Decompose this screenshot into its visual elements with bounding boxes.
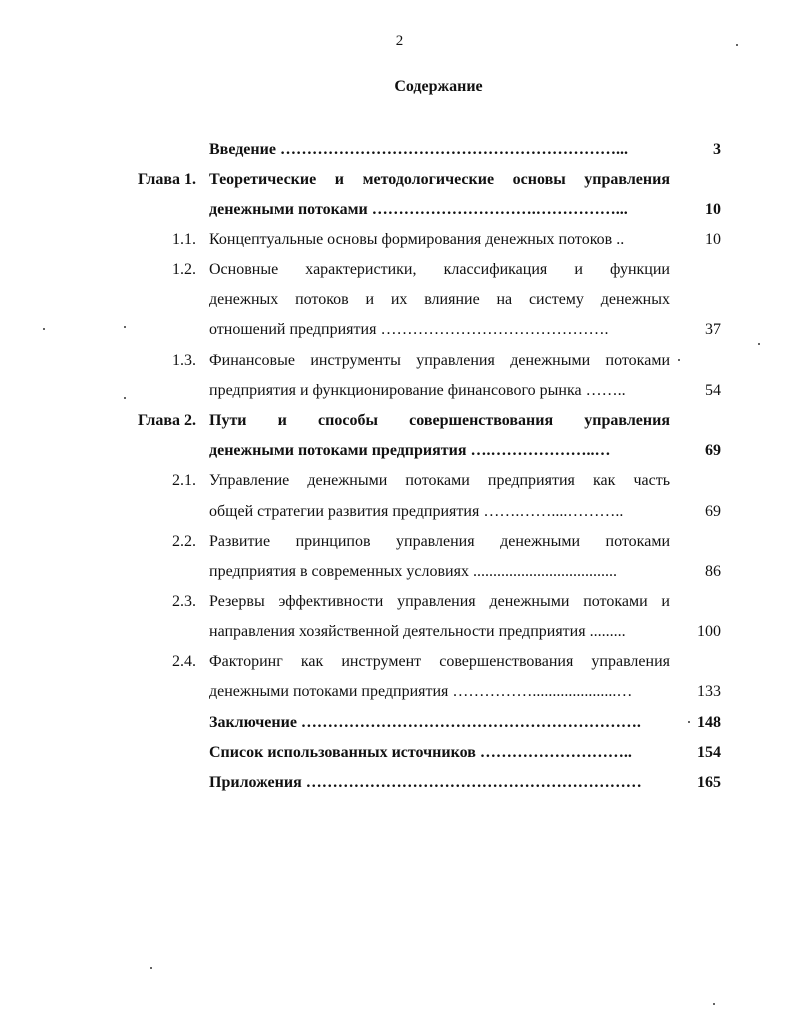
toc-page-number: 86: [705, 563, 721, 580]
toc-page-number: 69: [705, 442, 721, 459]
toc-entry-text: Управление денежными потоками предприятия как часть: [209, 472, 670, 489]
toc-page-number: 54: [705, 382, 721, 399]
toc-page-number: 10: [705, 201, 721, 218]
toc-page-number: 154: [697, 744, 721, 761]
toc-page-number: 133: [697, 683, 721, 700]
toc-entry-text: денежных потоков и их влияние на систему денежных: [209, 291, 670, 308]
toc-page-number: 148: [697, 714, 721, 731]
toc-entry-label: 2.2.: [172, 533, 196, 550]
scan-speck: [678, 359, 680, 361]
scan-speck: [713, 1003, 715, 1005]
toc-entry-label: 2.4.: [172, 653, 196, 670]
toc-entry-text: Введение ………………………………………………………...: [209, 141, 628, 158]
toc-entry-text: Пути и способы совершенствования управления: [209, 412, 670, 429]
page-title: Содержание: [394, 78, 483, 95]
toc-entry-text: денежными потоками ………………………….……………...: [209, 201, 628, 218]
toc-entry-label: 2.3.: [172, 593, 196, 610]
toc-page-number: 100: [697, 623, 721, 640]
scan-speck: [736, 44, 738, 46]
toc-entry-text: Основные характеристики, классификация и функции: [209, 261, 670, 278]
toc-entry-text: предприятия и функционирование финансового рынка ……..: [209, 382, 626, 399]
toc-entry-label: 1.3.: [172, 352, 196, 369]
page-number: 2: [395, 33, 404, 49]
toc-page-number: 165: [697, 774, 721, 791]
toc-entry-label: 1.2.: [172, 261, 196, 278]
toc-entry-text: Приложения ………………………………………………………: [209, 774, 642, 791]
toc-entry-label: Глава 1.: [138, 171, 196, 188]
toc-entry-text: денежными потоками предприятия …………….....................…: [209, 683, 633, 700]
toc-entry-label: Глава 2.: [138, 412, 196, 429]
toc-entry-label: 2.1.: [172, 472, 196, 489]
toc-entry-text: Концептуальные основы формирования денежных потоков ..: [209, 231, 625, 248]
toc-entry-text: Факторинг как инструмент совершенствования управления: [209, 653, 670, 670]
toc-page-number: 37: [705, 321, 721, 338]
toc-entry-text: Резервы эффективности управления денежными потоками и: [209, 593, 670, 610]
toc-entry-text: предприятия в современных условиях ....................................: [209, 563, 617, 580]
toc-entry-text: отношений предприятия …………………………………….: [209, 321, 609, 338]
toc-page-number: 3: [713, 141, 721, 158]
toc-page-number: 10: [705, 231, 721, 248]
scan-speck: [688, 721, 690, 723]
toc-entry-label: 1.1.: [172, 231, 196, 248]
scan-speck: [150, 967, 152, 969]
toc-entry-text: Финансовые инструменты управления денежными потоками: [209, 352, 670, 369]
toc-entry-text: Список использованных источников ………………………..: [209, 744, 632, 761]
scan-speck: [124, 326, 126, 328]
toc-entry-text: Развитие принципов управления денежными потоками: [209, 533, 670, 550]
toc-entry-text: направления хозяйственной деятельности предприятия .........: [209, 623, 626, 640]
toc-entry-text: общей стратегии развития предприятия …….……....………..: [209, 503, 624, 520]
toc-entry-text: Заключение ……………………………………………………….: [209, 714, 641, 731]
scan-speck: [124, 397, 126, 399]
toc-page-number: 69: [705, 503, 721, 520]
toc-entry-text: Теоретические и методологические основы управления: [209, 171, 670, 188]
toc-entry-text: денежными потоками предприятия ….………………..…: [209, 442, 611, 459]
scan-speck: [758, 343, 760, 345]
scan-speck: [43, 328, 45, 330]
